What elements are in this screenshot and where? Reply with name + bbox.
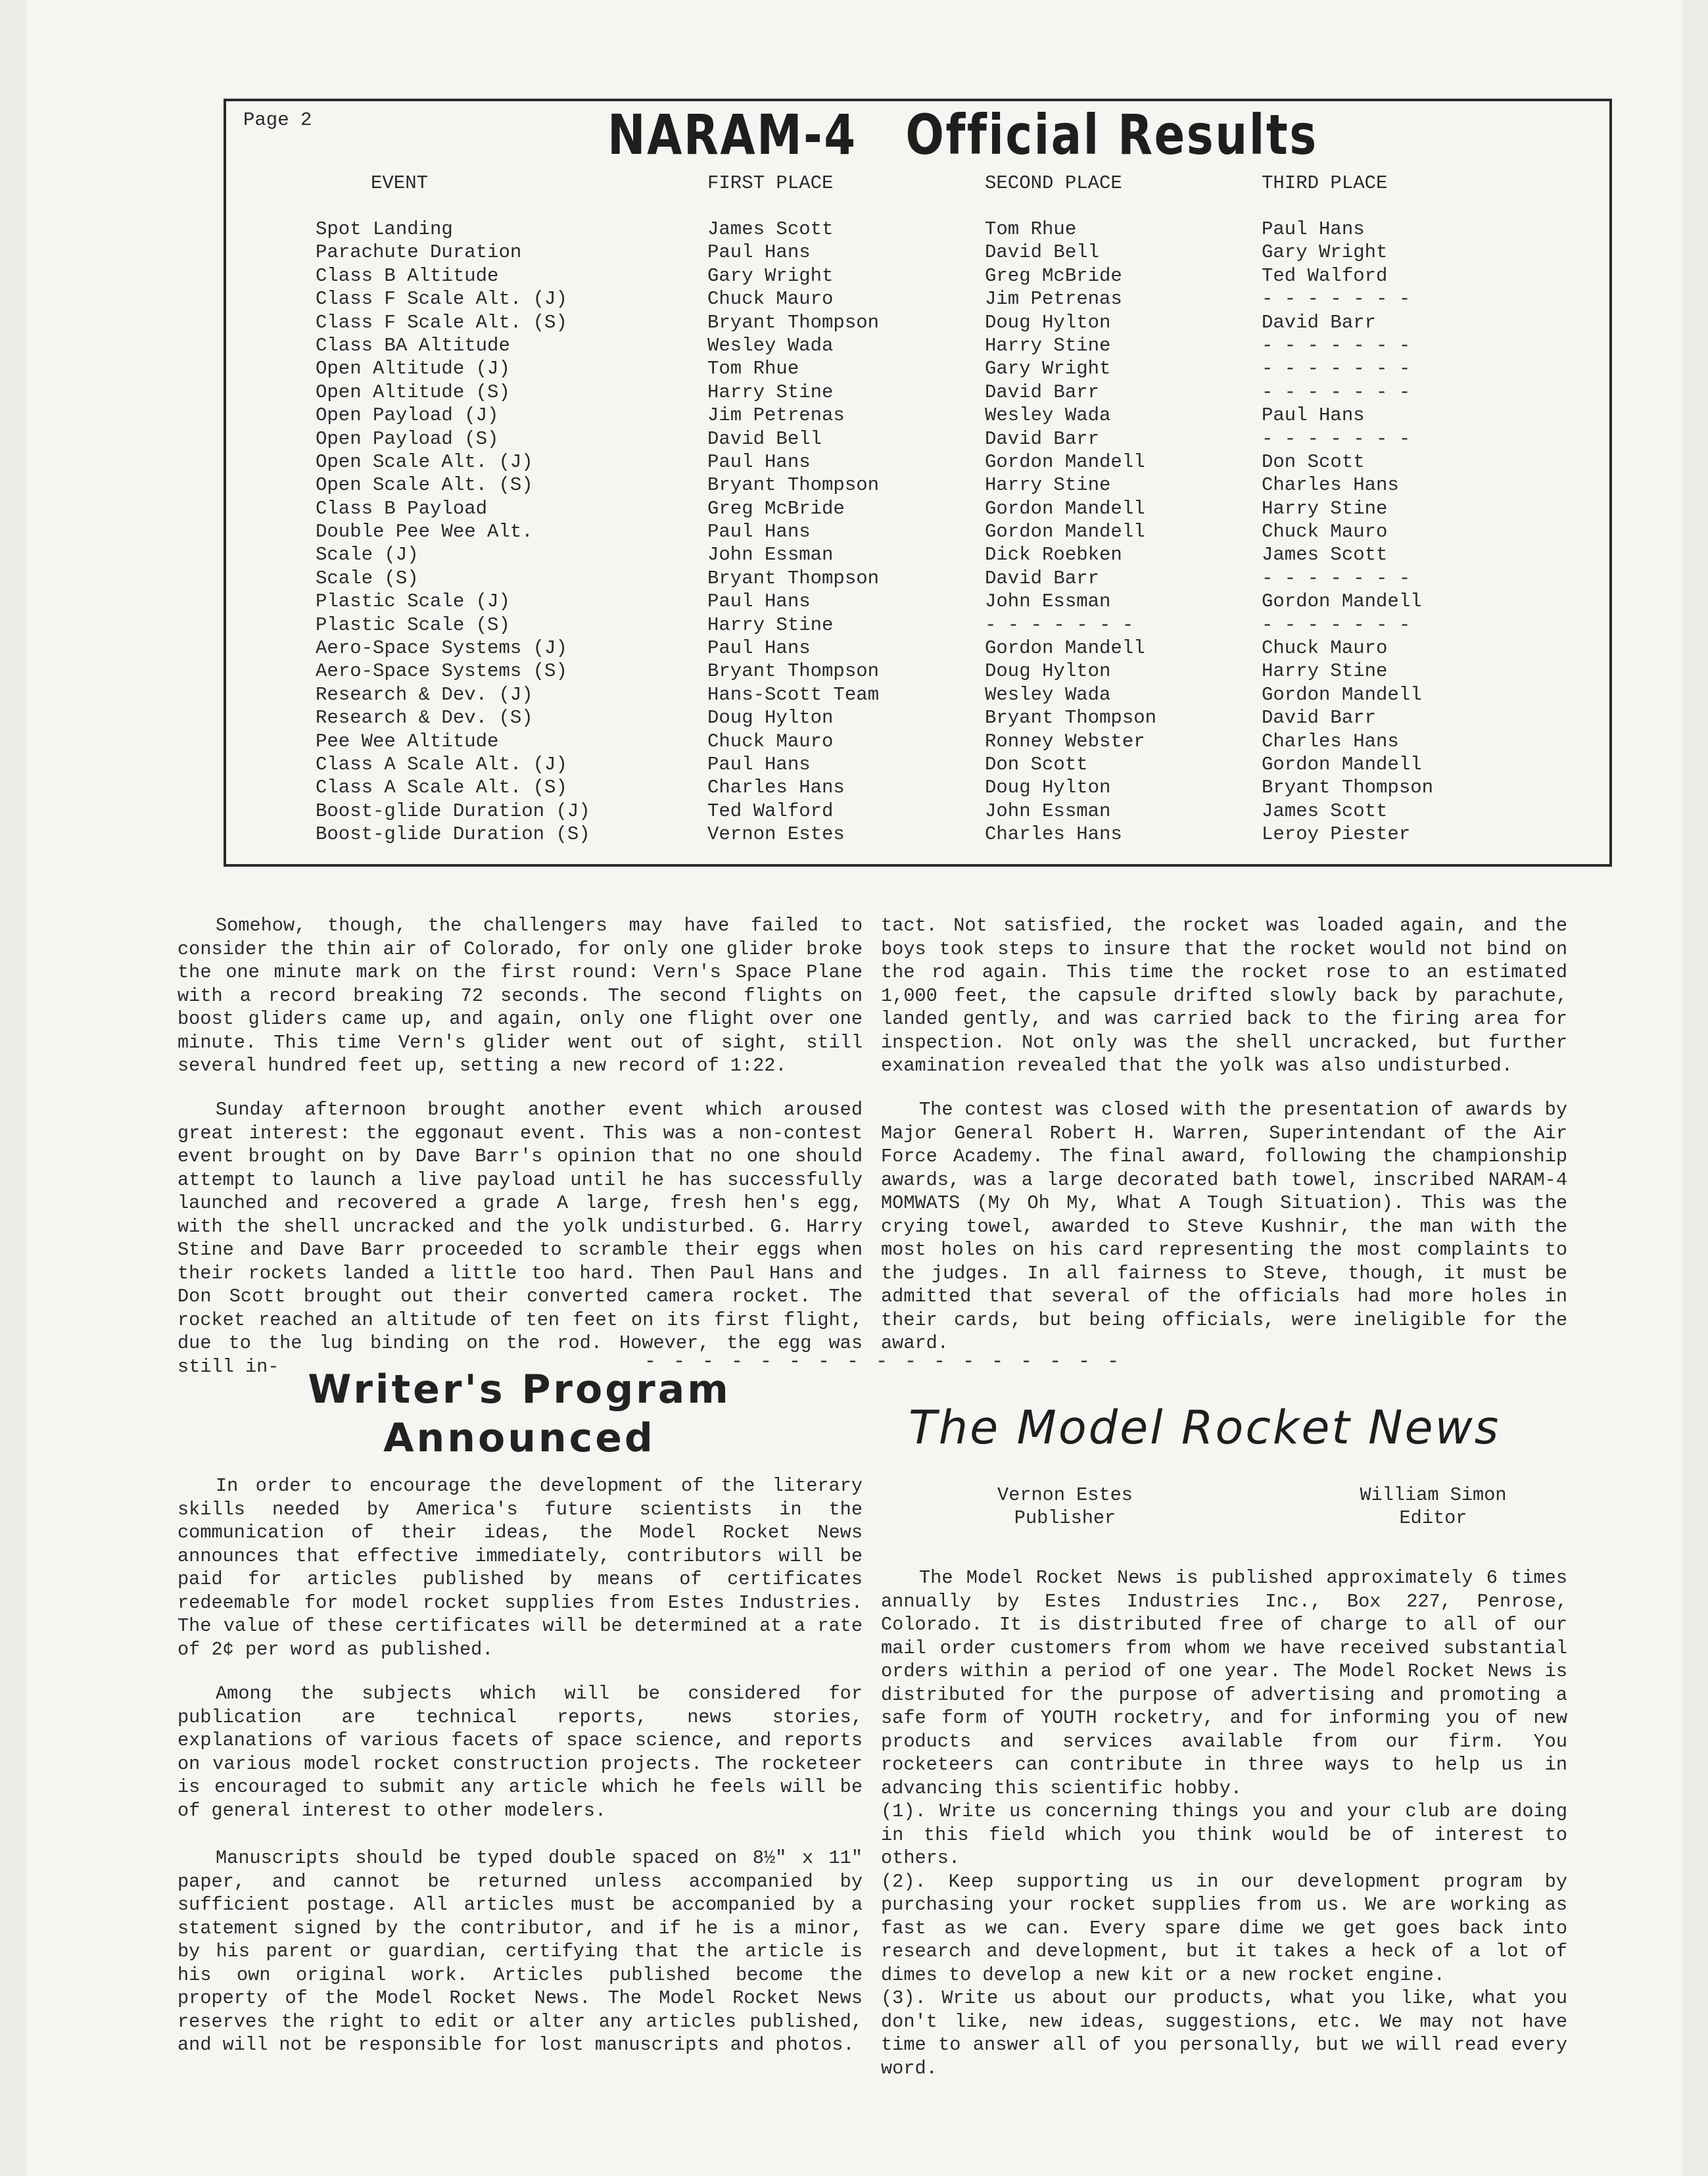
cell-first-place: Paul Hans <box>707 637 811 660</box>
mrn-paragraph: The Model Rocket News is published approximately 6 times annually by Estes Industries Inc., Box 227, Penrose, Colorado. It is distributed free of charge to all of our mail order customers from whom we have received substantial orders within a period of one year. The Model Rocket News is distributed for the purpose of advertising and promoting a safe form of YOUTH rocketry, and for informing you of new products and services available from our firm. You rocketeers can contribute in three ways to help us in advancing this scientific hobby. <box>881 1567 1567 1799</box>
cell-first-place: Wesley Wada <box>707 334 834 356</box>
results-row <box>226 335 1609 358</box>
cell-event: Open Altitude (S) <box>316 381 510 403</box>
cell-third-place: Gordon Mandell <box>1262 683 1422 706</box>
cell-first-place: Paul Hans <box>707 450 811 473</box>
results-row <box>226 451 1609 474</box>
cell-third-place: Gary Wright <box>1262 241 1388 264</box>
title-official-results: Official Results <box>905 103 1318 167</box>
cell-second-place: Wesley Wada <box>985 404 1111 427</box>
cell-event: Pee Wee Altitude <box>316 730 499 752</box>
cell-event: Class F Scale Alt. (S) <box>316 311 567 333</box>
mrn-list-item-1: (1). Write us concerning things you and your club are doing in this field which you think would be of interest to others. <box>881 1801 1567 1869</box>
results-row <box>226 614 1609 637</box>
cell-third-place: - - - - - - - <box>1262 567 1411 589</box>
cell-third-place: James Scott <box>1262 800 1388 822</box>
cell-third-place: Chuck Mauro <box>1262 637 1388 660</box>
cell-event: Open Payload (J) <box>316 404 499 427</box>
cell-event: Class A Scale Alt. (J) <box>316 753 567 775</box>
publisher-name: Vernon Estes <box>997 1484 1133 1506</box>
cell-event: Boost-glide Duration (S) <box>316 823 590 846</box>
results-row <box>226 591 1609 614</box>
results-row <box>226 312 1609 335</box>
results-row <box>226 823 1609 846</box>
cell-event: Open Altitude (J) <box>316 358 510 380</box>
newsletter-page <box>26 0 1683 2176</box>
cell-first-place: Greg McBride <box>707 497 845 520</box>
cell-third-place: - - - - - - - <box>1262 288 1411 310</box>
cell-event: Research & Dev. (J) <box>316 683 533 706</box>
cell-event: Class F Scale Alt. (J) <box>316 288 567 310</box>
results-row <box>226 358 1609 381</box>
cell-event: Scale (S) <box>316 567 419 589</box>
results-row <box>226 637 1609 660</box>
cell-second-place: Charles Hans <box>985 823 1122 846</box>
results-box <box>224 99 1612 867</box>
cell-event: Aero-Space Systems (J) <box>316 637 567 660</box>
cell-first-place: Vernon Estes <box>707 823 845 846</box>
results-row <box>226 241 1609 264</box>
writers-program-headline <box>178 1366 861 1461</box>
cell-second-place: Harry Stine <box>985 334 1111 356</box>
cell-third-place: James Scott <box>1262 544 1388 566</box>
cell-second-place: John Essman <box>985 800 1111 822</box>
results-row <box>226 568 1609 591</box>
cell-second-place: Gordon Mandell <box>985 497 1145 520</box>
cell-first-place: Harry Stine <box>707 381 834 403</box>
editor-credit <box>1302 1484 1565 1530</box>
cell-first-place: Bryant Thompson <box>707 660 880 683</box>
results-row <box>226 474 1609 497</box>
cell-event: Boost-glide Duration (J) <box>316 800 590 822</box>
cell-second-place: David Barr <box>985 427 1100 450</box>
cell-second-place: Gordon Mandell <box>985 637 1145 660</box>
cell-first-place: Hans-Scott Team <box>707 683 880 706</box>
cell-event: Plastic Scale (S) <box>316 614 510 636</box>
cell-first-place: Bryant Thompson <box>707 311 880 333</box>
results-row <box>226 707 1609 730</box>
cell-third-place: Harry Stine <box>1262 660 1388 683</box>
cell-first-place: Charles Hans <box>707 777 845 799</box>
cell-second-place: David Barr <box>985 381 1100 403</box>
cell-event: Class A Scale Alt. (S) <box>316 777 567 799</box>
cell-third-place: Ted Walford <box>1262 264 1388 287</box>
cell-third-place: - - - - - - - <box>1262 381 1411 403</box>
results-row <box>226 544 1609 567</box>
cell-third-place: Harry Stine <box>1262 497 1388 520</box>
cell-third-place: Paul Hans <box>1262 218 1365 240</box>
results-title <box>607 103 1330 167</box>
cell-second-place: Doug Hylton <box>985 660 1111 683</box>
cell-first-place: Bryant Thompson <box>707 567 880 589</box>
cell-event: Parachute Duration <box>316 241 522 264</box>
cell-second-place: Gordon Mandell <box>985 521 1145 543</box>
cell-first-place: John Essman <box>707 544 834 566</box>
cell-first-place: Gary Wright <box>707 264 834 287</box>
cell-first-place: Bryant Thompson <box>707 474 880 496</box>
cell-event: Open Scale Alt. (S) <box>316 474 533 496</box>
cell-second-place: Tom Rhue <box>985 218 1077 240</box>
cell-third-place: David Barr <box>1262 707 1377 729</box>
cell-first-place: Chuck Mauro <box>707 288 834 310</box>
cell-second-place: Jim Petrenas <box>985 288 1122 310</box>
cell-second-place: Greg McBride <box>985 264 1122 287</box>
cell-event: Class BA Altitude <box>316 334 510 356</box>
results-row <box>226 660 1609 683</box>
cell-second-place: David Bell <box>985 241 1100 264</box>
cell-first-place: Paul Hans <box>707 591 811 613</box>
cell-first-place: Chuck Mauro <box>707 730 834 752</box>
page-number: Page 2 <box>243 109 312 131</box>
publisher-credit <box>934 1484 1197 1530</box>
cell-event: Class B Payload <box>316 497 488 520</box>
cell-first-place: Paul Hans <box>707 521 811 543</box>
results-row <box>226 498 1609 521</box>
results-row <box>226 684 1609 707</box>
cell-second-place: Doug Hylton <box>985 311 1111 333</box>
cell-second-place: John Essman <box>985 591 1111 613</box>
publisher-role: Publisher <box>1014 1507 1116 1529</box>
model-rocket-news-description <box>881 1566 1567 2080</box>
cell-event: Research & Dev. (S) <box>316 707 533 729</box>
results-rows <box>226 218 1609 847</box>
results-row <box>226 428 1609 451</box>
cell-event: Scale (J) <box>316 544 419 566</box>
mrn-list-item-2: (2). Keep supporting us in our development program by purchasing your rocket supplies from us. We are working as fast as we can. Every spare dime we get goes back into research and development, but it takes a heck of a lot of dimes to develop a new kit or a new rocket engine. <box>881 1870 1567 1986</box>
cell-first-place: Paul Hans <box>707 241 811 264</box>
cell-third-place: - - - - - - - <box>1262 427 1411 450</box>
results-row <box>226 777 1609 800</box>
cell-event: Open Payload (S) <box>316 427 499 450</box>
results-row <box>226 218 1609 241</box>
cell-second-place: Ronney Webster <box>985 730 1145 752</box>
cell-second-place: Don Scott <box>985 753 1088 775</box>
cell-first-place: Ted Walford <box>707 800 834 822</box>
cell-second-place: Doug Hylton <box>985 777 1111 799</box>
writers-paragraph-3: Manuscripts should be typed double spaced on 8½" x 11" paper, and cannot be returned unless accompanied by sufficient postage. All articles must be accompanied by a statement signed by the contributor, and if he is a minor, by his parent or guardian, certifying that the article is his own original work. Articles published become the property of the Model Rocket News. The Model Rocket News reserves the right to edit or alter any articles published, and will not be responsible for lost manuscripts and photos. <box>178 1847 863 2056</box>
article-left-paragraph-2: Sunday afternoon brought another event which aroused great interest: the eggonaut event. This was a non-contest event brought on by Dave Barr's opinion that no one should attempt to launch a live payload until he has successfully launched and recovered a grade A large, fresh hen's egg, with the shell uncracked and the yolk undisturbed. G. Harry Stine and Dave Barr proceeded to scramble their eggs when their rockets landed a little too hard. Then Paul Hans and Don Scott brought out their converted camera rocket. The rocket reached an altitude of ten feet on its first flight, due to the lug binding on the rod. However, the egg was still in- <box>178 1099 863 1378</box>
results-row <box>226 265 1609 288</box>
cell-first-place: Jim Petrenas <box>707 404 845 427</box>
cell-third-place: Charles Hans <box>1262 730 1399 752</box>
cell-first-place: Tom Rhue <box>707 358 799 380</box>
cell-third-place: - - - - - - - <box>1262 334 1411 356</box>
cell-third-place: Paul Hans <box>1262 404 1365 427</box>
cell-event: Class B Altitude <box>316 264 499 287</box>
cell-third-place: Leroy Piester <box>1262 823 1411 846</box>
cell-second-place: - - - - - - - <box>985 614 1134 636</box>
cell-first-place: David Bell <box>707 427 822 450</box>
writers-paragraph-1: In order to encourage the development of the literary skills needed by America's future scientists in the communication of their ideas, the Model Rocket News announces that effective immediately, contributors will be paid for articles published by means of certificates redeemable for model rocket supplies from Estes Industries. The value of these certificates will be determined at a rate of 2¢ per word as published. <box>178 1475 863 1660</box>
cell-second-place: Wesley Wada <box>985 683 1111 706</box>
cell-third-place: Gordon Mandell <box>1262 753 1422 775</box>
cell-second-place: David Barr <box>985 567 1100 589</box>
column-header-event: EVENT <box>371 172 429 194</box>
cell-third-place: Gordon Mandell <box>1262 591 1422 613</box>
writers-headline-line-1: Writer's Program <box>308 1366 731 1413</box>
results-row <box>226 288 1609 311</box>
cell-third-place: Charles Hans <box>1262 474 1399 496</box>
cell-third-place: Bryant Thompson <box>1262 777 1434 799</box>
column-header-third: THIRD PLACE <box>1262 172 1388 194</box>
cell-event: Double Pee Wee Alt. <box>316 521 533 543</box>
cell-third-place: Chuck Mauro <box>1262 521 1388 543</box>
results-row <box>226 381 1609 404</box>
editor-role: Editor <box>1399 1507 1467 1529</box>
cell-second-place: Harry Stine <box>985 474 1111 496</box>
cell-third-place: Don Scott <box>1262 450 1365 473</box>
column-header-first: FIRST PLACE <box>707 172 834 194</box>
cell-third-place: - - - - - - - <box>1262 358 1411 380</box>
results-row <box>226 754 1609 777</box>
results-row <box>226 404 1609 427</box>
cell-event: Spot Landing <box>316 218 453 240</box>
mrn-list-item-3: (3). Write us about our products, what you like, what you don't like, new ideas, suggestions, etc. We may not have time to answer all of you personally, but we will read every word. <box>881 1987 1567 2079</box>
cell-second-place: Bryant Thompson <box>985 707 1157 729</box>
results-row <box>226 521 1609 544</box>
article-right-paragraph-1: tact. Not satisfied, the rocket was loaded again, and the boys took steps to insure that the rocket would not bind on the rod again. This time the rocket rose to an estimated 1,000 feet, the capsule drifted slowly back by parachute, landed gently, and was carried back to the firing area for inspection. Not only was the shell uncracked, but further examination revealed that the yolk was also undisturbed. <box>881 915 1567 1076</box>
cell-second-place: Gordon Mandell <box>985 450 1145 473</box>
writers-headline-line-2: Announced <box>383 1415 655 1461</box>
cell-third-place: - - - - - - - <box>1262 614 1411 636</box>
results-row <box>226 731 1609 754</box>
cell-first-place: James Scott <box>707 218 834 240</box>
article-right-paragraph-2: The contest was closed with the presentation of awards by Major General Robert H. Warren, Superintendant of the Air Force Academy. The final award, following the championship awards, was a large decorated bath towel, inscribed NARAM-4 MOMWATS (My Oh My, What A Tough Situation). This was the crying towel, awarded to Steve Kushnir, the man with the most holes on his card representing the most complaints to the judges. In all fairness to Steve, though, it must be admitted that several of the officials had more holes in their cards, but being officials, were ineligible for the award. <box>881 1099 1567 1354</box>
cell-first-place: Doug Hylton <box>707 707 834 729</box>
cell-second-place: Dick Roebken <box>985 544 1122 566</box>
article-left-paragraph-1: Somehow, though, the challengers may have failed to consider the thin air of Colorado, for only one glider broke the one minute mark on the first round: Vern's Space Plane with a record breaking 72 seconds. The second flights on boost gliders came up, and again, only one flight over one minute. This time Vern's glider went out of sight, still several hundred feet up, setting a new record of 1:22. <box>178 915 863 1076</box>
editor-name: William Simon <box>1360 1484 1507 1506</box>
column-header-second: SECOND PLACE <box>985 172 1122 194</box>
cell-third-place: David Barr <box>1262 311 1377 333</box>
writers-paragraph-2: Among the subjects which will be considered for publication are technical reports, news stories, explanations of various facets of space science, and reports on various model rocket construction projects. The rocketeer is encouraged to submit any article which he feels will be of general interest to other modelers. <box>178 1683 863 1822</box>
cell-event: Plastic Scale (J) <box>316 591 510 613</box>
model-rocket-news-masthead: The Model Rocket News <box>909 1401 1501 1455</box>
title-event-name: NARAM-4 <box>607 103 857 167</box>
cell-event: Open Scale Alt. (J) <box>316 450 533 473</box>
cell-event: Aero-Space Systems (S) <box>316 660 567 683</box>
results-row <box>226 800 1609 823</box>
section-divider: - - - - - - - - - - - - - - - - - <box>644 1351 1122 1373</box>
cell-first-place: Harry Stine <box>707 614 834 636</box>
cell-first-place: Paul Hans <box>707 753 811 775</box>
cell-second-place: Gary Wright <box>985 358 1111 380</box>
